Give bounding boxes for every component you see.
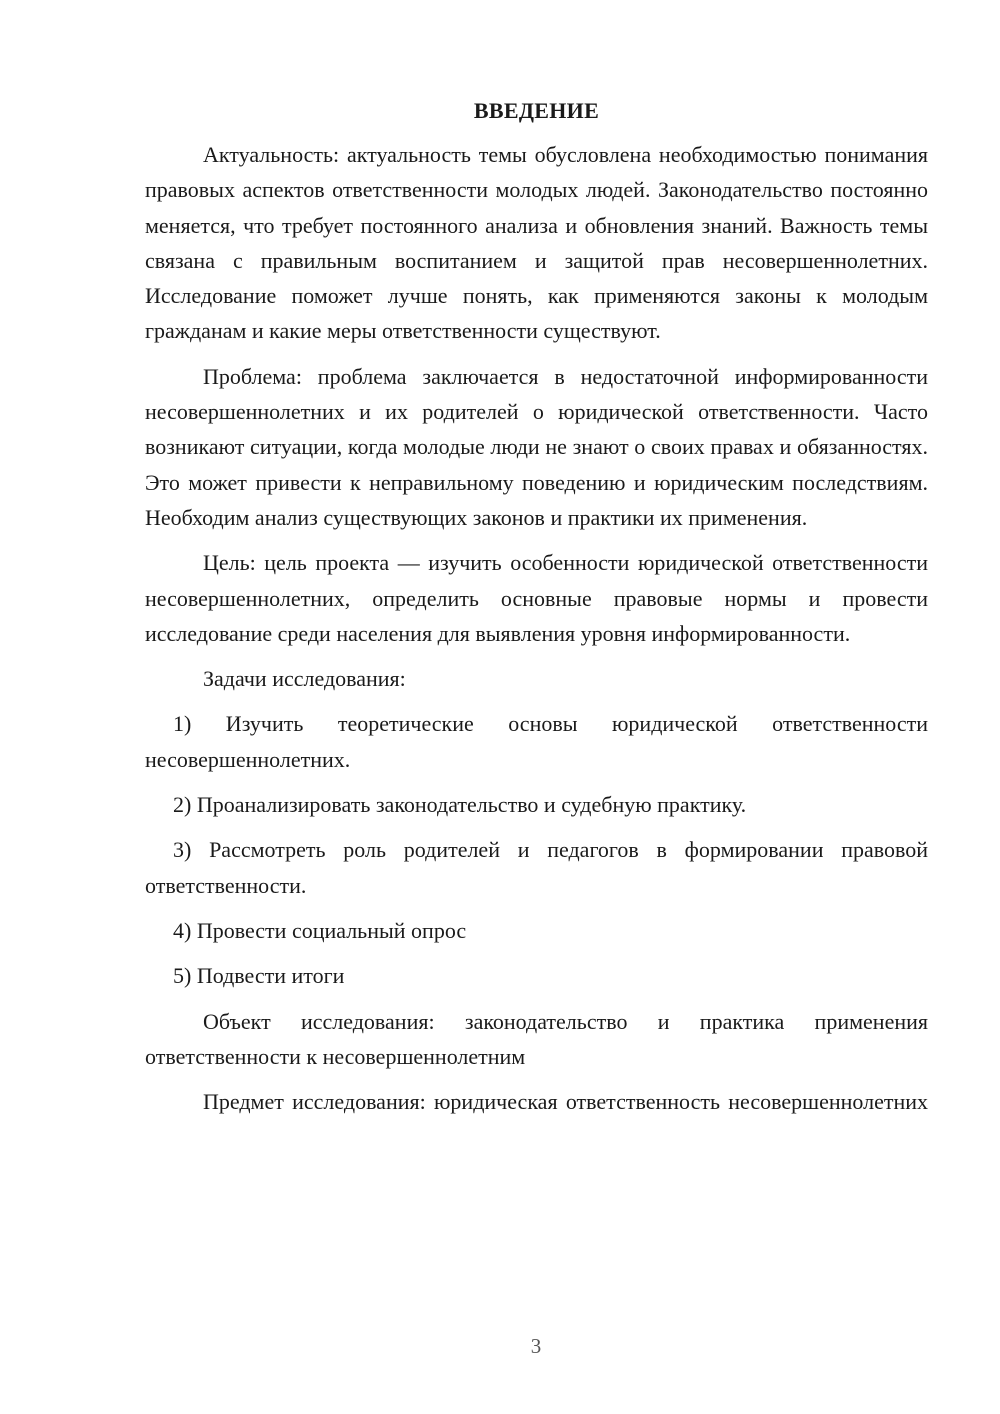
page-number: 3 <box>530 1334 542 1358</box>
section-title: ВВЕДЕНИЕ <box>473 98 600 123</box>
object-paragraph: Объект исследования: законодательство и практика применения ответственности к несовершеннолетним <box>145 1008 928 1069</box>
task-item-2: 2) Проанализировать законодательство и судебную практику. <box>173 792 747 818</box>
relevance-paragraph: Актуальность: актуальность темы обусловлена необходимостью понимания правовых аспектов ответственности молодых людей. Законодательство постоянно меняется, что требует постоянного анализа и обновления знаний. Важность темы связана с правильным воспитанием и защитой прав несовершеннолетних. Исследование поможет лучше понять, как применяются законы к молодым гражданам и какие меры ответственности существуют. <box>145 142 928 344</box>
task-item-1: 1) Изучить теоретические основы юридической ответственности несовершеннолетних. <box>145 711 928 772</box>
task-item-4: 4) Провести социальный опрос <box>173 917 467 943</box>
task-item-3: 3) Рассмотреть роль родителей и педагогов в формировании правовой ответственности. <box>145 837 928 898</box>
page-content <box>145 96 928 1129</box>
task-item-5: 5) Подвести итоги <box>173 963 345 989</box>
tasks-heading: Задачи исследования: <box>203 666 406 692</box>
problem-paragraph: Проблема: проблема заключается в недостаточной информированности несовершеннолетних и их родителей о юридической ответственности. Часто возникают ситуации, когда молодые люди не знают о своих правах и обязанностях. Это может привести к неправильному поведению и юридическим последствиям. Необходим анализ существующих законов и практики их применения. <box>145 363 928 530</box>
goal-paragraph: Цель: цель проекта — изучить особенности юридической ответственности несовершеннолетних, определить основные правовые нормы и провести исследование среди населения для выявления уровня информированности. <box>145 550 928 646</box>
subject-paragraph: Предмет исследования: юридическая ответственность несовершеннолетних <box>203 1089 928 1115</box>
